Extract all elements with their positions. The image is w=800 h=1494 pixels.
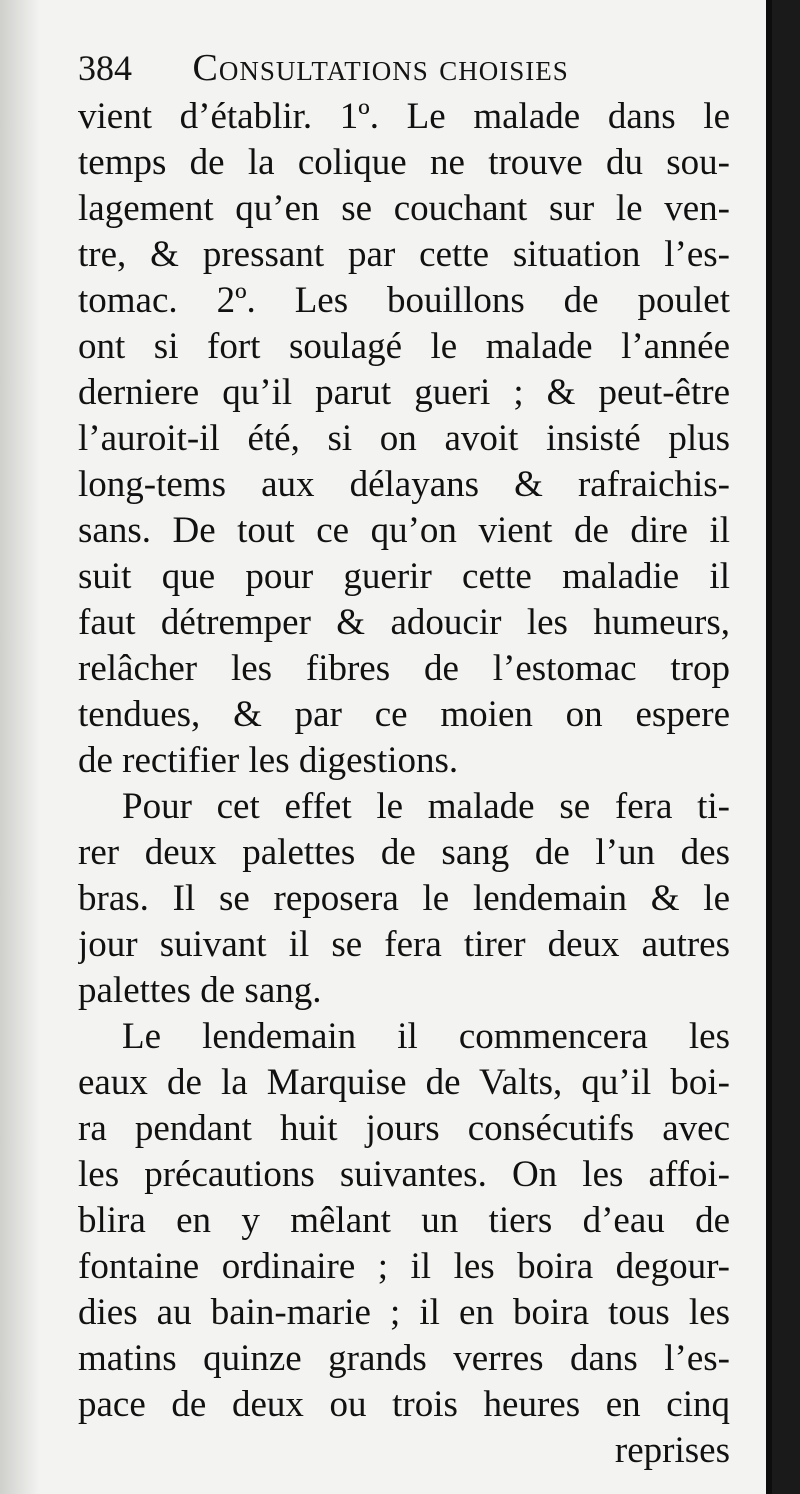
text-line-paragraph-start: Pour cet effet le malade se fera ti- [122,786,730,827]
text-line: les précautions suivantes. On les affoi- [78,1154,730,1195]
text-line: derniere qu’il parut gueri ; & peut-être [78,372,730,413]
text-line: fontaine ordinaire ; il les boira degour- [78,1246,730,1287]
text-line: blira en y mêlant un tiers d’eau de [78,1200,730,1241]
text-line: tre, & pressant par cette situation l’es- [78,234,730,275]
text-line-paragraph-end: de rectifier les digestions. [78,740,459,781]
text-line-paragraph-start: Le lendemain il commencera les [122,1016,730,1057]
text-line: rer deux palettes de sang de l’un des [78,832,730,873]
text-line: sans. De tout ce qu’on vient de dire il [78,510,730,551]
text-line: faut détremper & adoucir les humeurs, [78,602,730,643]
text-line: relâcher les fibres de l’estomac trop [78,648,730,689]
text-line: jour suivant il se fera tirer deux autres [78,924,730,965]
text-line: lagement qu’en se couchant sur le ven- [78,188,730,229]
text-line: ont si fort soulagé le malade l’année [78,326,730,367]
text-line: tendues, & par ce moien on espere [78,694,730,735]
body-text [78,94,730,1474]
text-line: matins quinze grands verres dans l’es- [78,1338,730,1379]
running-header [78,42,738,94]
text-line: vient d’établir. 1º. Le malade dans le [78,96,730,137]
text-line: suit que pour guerir cette maladie il [78,556,730,597]
text-line: ra pendant huit jours consécutifs avec [78,1108,730,1149]
text-line: long-tems aux délayans & rafraichis- [78,464,730,505]
text-line: bras. Il se reposera le lendemain & le [78,878,730,919]
running-title: Consultations choisies [192,47,569,89]
text-line: l’auroit-il été, si on avoit insisté plus [78,418,730,459]
page-number: 384 [78,48,132,88]
text-line: eaux de la Marquise de Valts, qu’il boi- [78,1062,730,1103]
catchword: reprises [614,1430,730,1471]
text-line: pace de deux ou trois heures en cinq [78,1384,730,1425]
text-line: tomac. 2º. Les bouillons de poulet [78,280,730,321]
text-line: dies au bain-marie ; il en boira tous les [78,1292,730,1333]
text-line: temps de la colique ne trouve du sou- [78,142,730,183]
text-line-paragraph-end: palettes de sang. [78,970,322,1011]
